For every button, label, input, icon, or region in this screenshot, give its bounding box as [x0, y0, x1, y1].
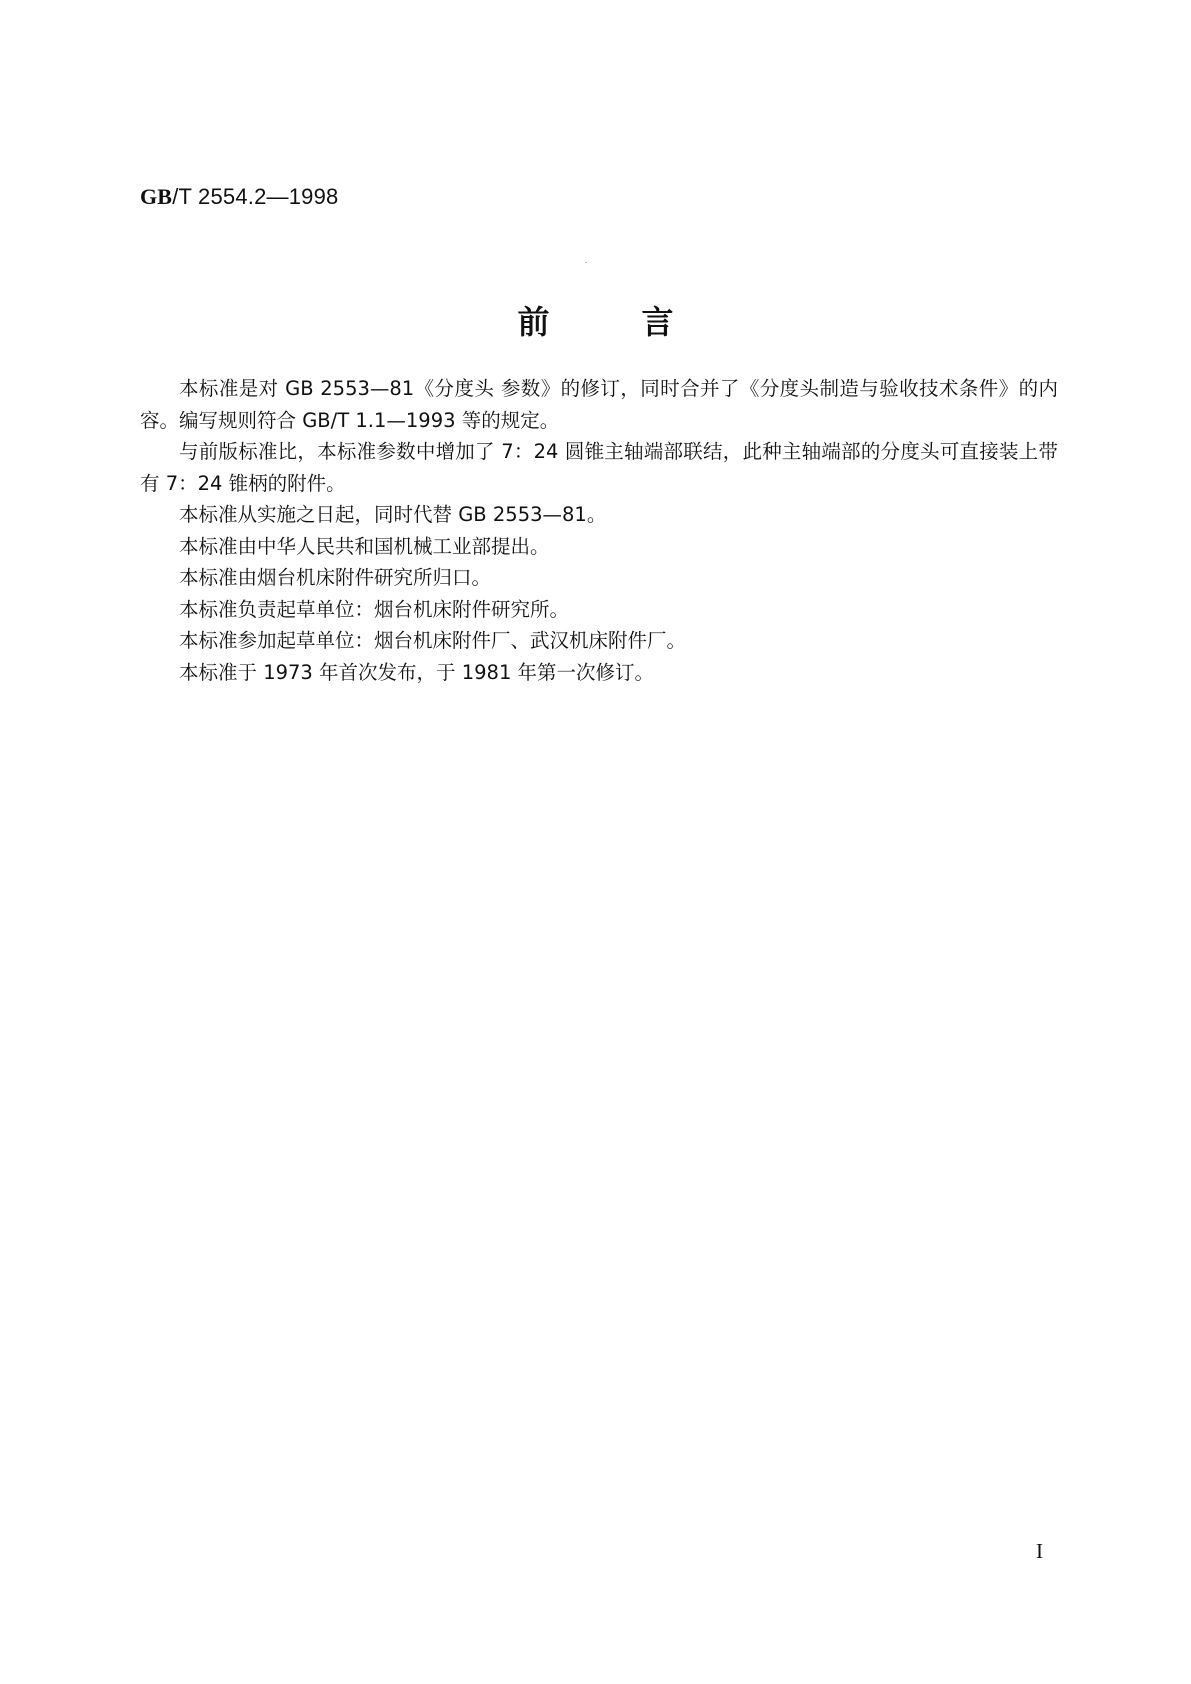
paragraph: 本标准参加起草单位：烟台机床附件厂、武汉机床附件厂。	[179, 629, 687, 652]
paragraph: 本标准负责起草单位：烟台机床附件研究所。	[179, 597, 570, 621]
standard-code	[140, 186, 338, 208]
page-number: I	[1036, 1539, 1043, 1563]
paragraph: 本标准是对 GB 2553—81《分度头 参数》的修订，同时合并了《分度头制造与验收技术条件》的内容。编写规则符合 GB/T 1.1—1993 等的规定。	[140, 377, 1058, 432]
page-title: 前言	[517, 303, 766, 341]
foreword-body	[140, 373, 1058, 688]
paragraph: 与前版标准比，本标准参数中增加了 7：24 圆锥主轴端部联结，此种主轴端部的分度头可直接装上带有 7：24 锥柄的附件。	[140, 440, 1058, 495]
standard-prefix: GB	[140, 184, 173, 209]
standard-number: /T 2554.2—1998	[172, 184, 339, 209]
paragraph: 本标准由中华人民共和国机械工业部提出。	[179, 534, 550, 558]
paragraph: 本标准由烟台机床附件研究所归口。	[179, 566, 492, 589]
paragraph: 本标准于 1973 年首次发布，于 1981 年第一次修订。	[179, 660, 655, 684]
paragraph: 本标准从实施之日起，同时代替 GB 2553—81。	[179, 503, 607, 526]
scan-speck	[585, 262, 587, 263]
